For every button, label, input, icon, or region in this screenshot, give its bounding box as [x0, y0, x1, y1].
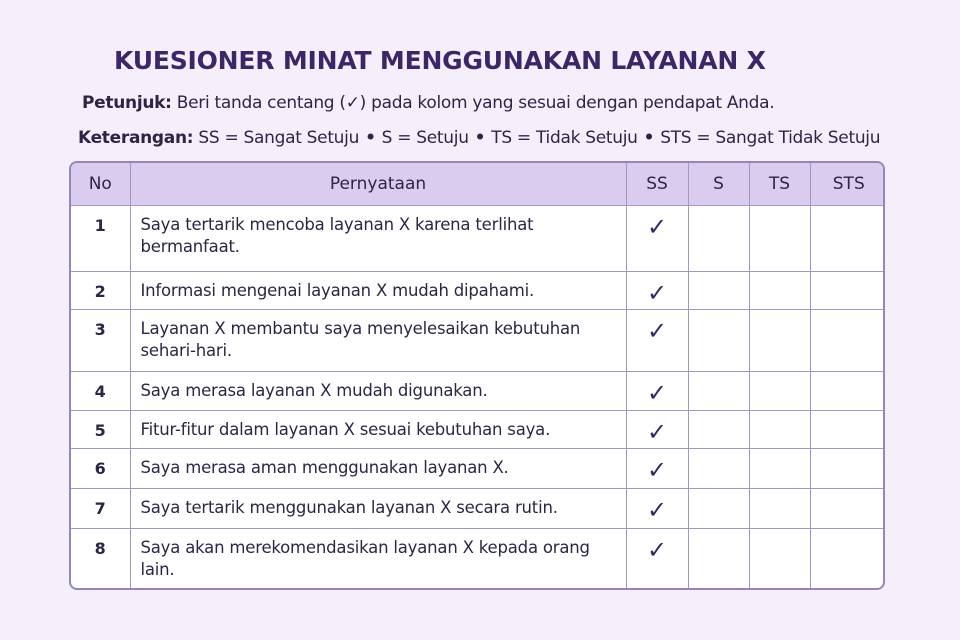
answer-cell-sts[interactable] [810, 310, 885, 372]
statement-text: Fitur-fitur dalam layanan X sesuai kebutuhan saya. [130, 410, 626, 448]
statement-text: Saya merasa aman menggunakan layanan X. [130, 448, 626, 488]
row-number: 1 [71, 205, 130, 271]
checkmark-icon: ✓ [646, 495, 668, 524]
page-title: KUESIONER MINAT MENGGUNAKAN LAYANAN X [114, 46, 766, 75]
statement-text: Saya merasa layanan X mudah digunakan. [130, 372, 626, 410]
answer-cell-ts[interactable] [749, 372, 810, 410]
statement-text: Layanan X membantu saya menyelesaikan kebutuhan sehari-hari. [130, 310, 626, 372]
answer-cell-sts[interactable] [810, 410, 885, 448]
instructions-text: Beri tanda centang (✓) pada kolom yang sesuai dengan pendapat Anda. [171, 93, 775, 113]
answer-cell-ts[interactable] [749, 488, 810, 528]
checkmark-icon: ✓ [646, 455, 668, 484]
answer-cell-ts[interactable] [749, 271, 810, 309]
answer-cell-s[interactable] [688, 372, 749, 410]
answer-cell-ss[interactable] [626, 205, 688, 271]
answer-cell-ss[interactable] [626, 310, 688, 372]
answer-cell-ss[interactable] [626, 448, 688, 488]
table-row [71, 205, 885, 271]
checkmark-icon: ✓ [646, 417, 668, 446]
legend [78, 128, 880, 148]
answer-cell-ts[interactable] [749, 529, 810, 588]
answer-cell-sts[interactable] [810, 271, 885, 309]
row-number: 8 [71, 529, 130, 588]
checkmark-icon: ✓ [646, 536, 668, 565]
answer-cell-sts[interactable] [810, 529, 885, 588]
answer-cell-ss[interactable] [626, 271, 688, 309]
answer-cell-sts[interactable] [810, 205, 885, 271]
answer-cell-ss[interactable] [626, 410, 688, 448]
answer-cell-ts[interactable] [749, 205, 810, 271]
checkmark-icon: ✓ [646, 379, 668, 408]
answer-cell-s[interactable] [688, 310, 749, 372]
answer-cell-s[interactable] [688, 488, 749, 528]
answer-cell-s[interactable] [688, 205, 749, 271]
answer-cell-s[interactable] [688, 410, 749, 448]
statement-text: Informasi mengenai layanan X mudah dipahami. [130, 271, 626, 309]
column-header-sts: STS [810, 163, 885, 205]
legend-label: Keterangan: [78, 128, 194, 148]
legend-item-s: S = Setuju [381, 128, 469, 148]
answer-cell-s[interactable] [688, 529, 749, 588]
legend-item-ts: TS = Tidak Setuju [491, 128, 638, 148]
legend-separator: • [365, 128, 376, 148]
table-row [71, 372, 885, 410]
column-header-ss: SS [626, 163, 688, 205]
table-row [71, 271, 885, 309]
table-row [71, 529, 885, 588]
row-number: 6 [71, 448, 130, 488]
row-number: 2 [71, 271, 130, 309]
legend-separator: • [474, 128, 486, 148]
questionnaire-table [69, 161, 885, 590]
instructions-label: Petunjuk: [82, 93, 172, 113]
answer-cell-s[interactable] [688, 271, 749, 309]
legend-separator: • [643, 128, 655, 148]
checkmark-icon: ✓ [646, 212, 668, 241]
column-header-ts: TS [749, 163, 810, 205]
row-number: 4 [71, 372, 130, 410]
legend-item-sts: STS = Sangat Tidak Setuju [660, 128, 881, 148]
answer-cell-ts[interactable] [749, 448, 810, 488]
column-header-statement: Pernyataan [130, 163, 626, 205]
checkmark-icon: ✓ [646, 317, 668, 346]
answer-cell-sts[interactable] [810, 448, 885, 488]
answer-cell-ss[interactable] [626, 372, 688, 410]
statement-text: Saya tertarik menggunakan layanan X secara rutin. [130, 488, 626, 528]
table-row [71, 410, 885, 448]
row-number: 3 [71, 310, 130, 372]
answer-cell-ss[interactable] [626, 529, 688, 588]
answer-cell-sts[interactable] [810, 372, 885, 410]
column-header-s: S [688, 163, 749, 205]
statement-text: Saya tertarik mencoba layanan X karena terlihat bermanfaat. [130, 205, 626, 271]
checkmark-icon: ✓ [646, 278, 668, 307]
answer-cell-s[interactable] [688, 448, 749, 488]
answer-cell-sts[interactable] [810, 488, 885, 528]
answer-cell-ss[interactable] [626, 488, 688, 528]
column-header-no: No [71, 163, 130, 205]
statement-text: Saya akan merekomendasikan layanan X kepada orang lain. [130, 529, 626, 588]
row-number: 5 [71, 410, 130, 448]
table-header-row [71, 163, 885, 205]
table-row [71, 310, 885, 372]
answer-cell-ts[interactable] [749, 410, 810, 448]
table-row [71, 448, 885, 488]
instructions [82, 93, 774, 113]
legend-item-ss: SS = Sangat Setuju [198, 128, 360, 148]
table-row [71, 488, 885, 528]
answer-cell-ts[interactable] [749, 310, 810, 372]
row-number: 7 [71, 488, 130, 528]
